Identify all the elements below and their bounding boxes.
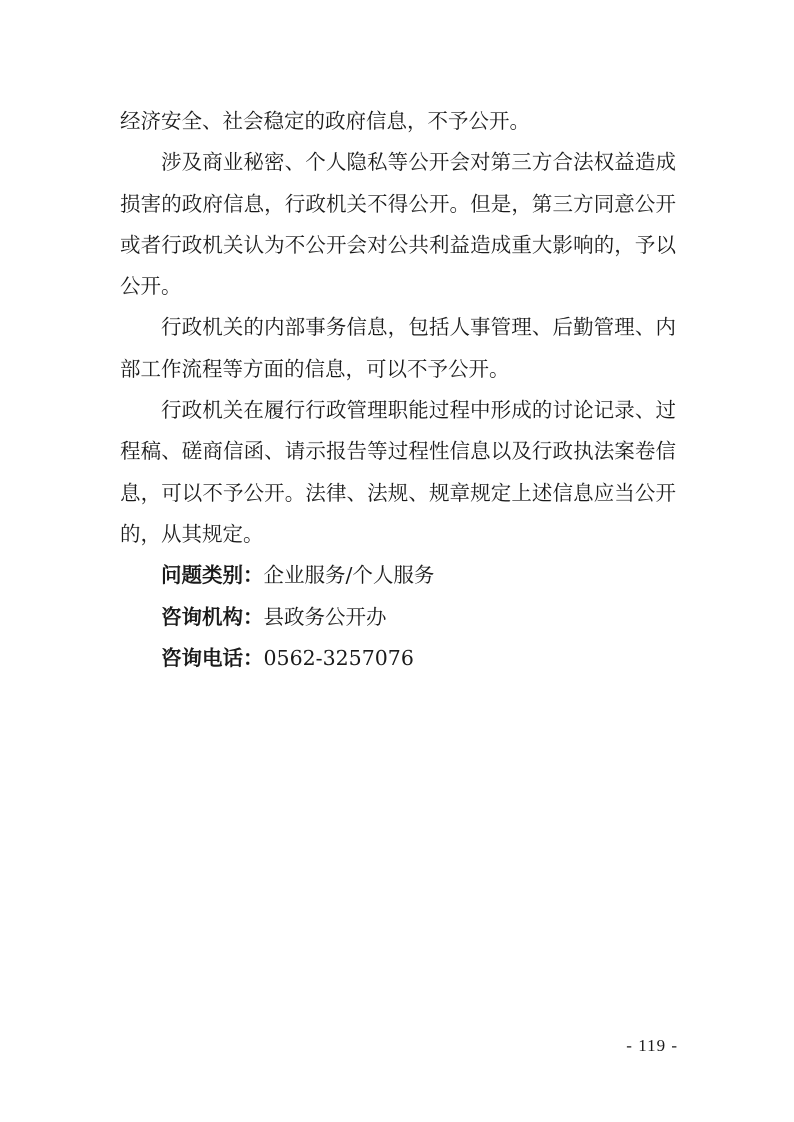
field-value: 县政务公开办 (263, 604, 387, 629)
paragraph-third-party-info: 涉及商业秘密、个人隐私等公开会对第三方合法权益造成损害的政府信息，行政机关不得公开。但是，第三方同意公开或者行政机关认为不公开会对公共利益造成重大影响的，予以公开。 (120, 150, 676, 299)
field-question-category (120, 555, 676, 596)
paragraph-internal-affairs: 行政机关的内部事务信息，包括人事管理、后勤管理、内部工作流程等方面的信息，可以不予公开。 (120, 315, 676, 381)
field-label: 咨询机构： (161, 604, 264, 629)
paragraph-process-info: 行政机关在履行行政管理职能过程中形成的讨论记录、过程稿、磋商信函、请示报告等过程性信息以及行政执法案卷信息，可以不予公开。法律、法规、规章规定上述信息应当公开的，从其规定。 (120, 398, 676, 546)
field-consulting-agency (120, 597, 676, 638)
field-label: 问题类别： (161, 563, 264, 588)
field-label: 咨询电话： (161, 645, 264, 670)
document-body (120, 101, 676, 679)
field-value: 企业服务/个人服务 (263, 563, 435, 588)
field-consulting-phone (120, 638, 676, 679)
page-number: - 119 - (626, 1036, 678, 1055)
paragraph-continuation: 经济安全、社会稳定的政府信息，不予公开。 (120, 109, 530, 133)
field-value: 0562-3257076 (263, 645, 414, 670)
